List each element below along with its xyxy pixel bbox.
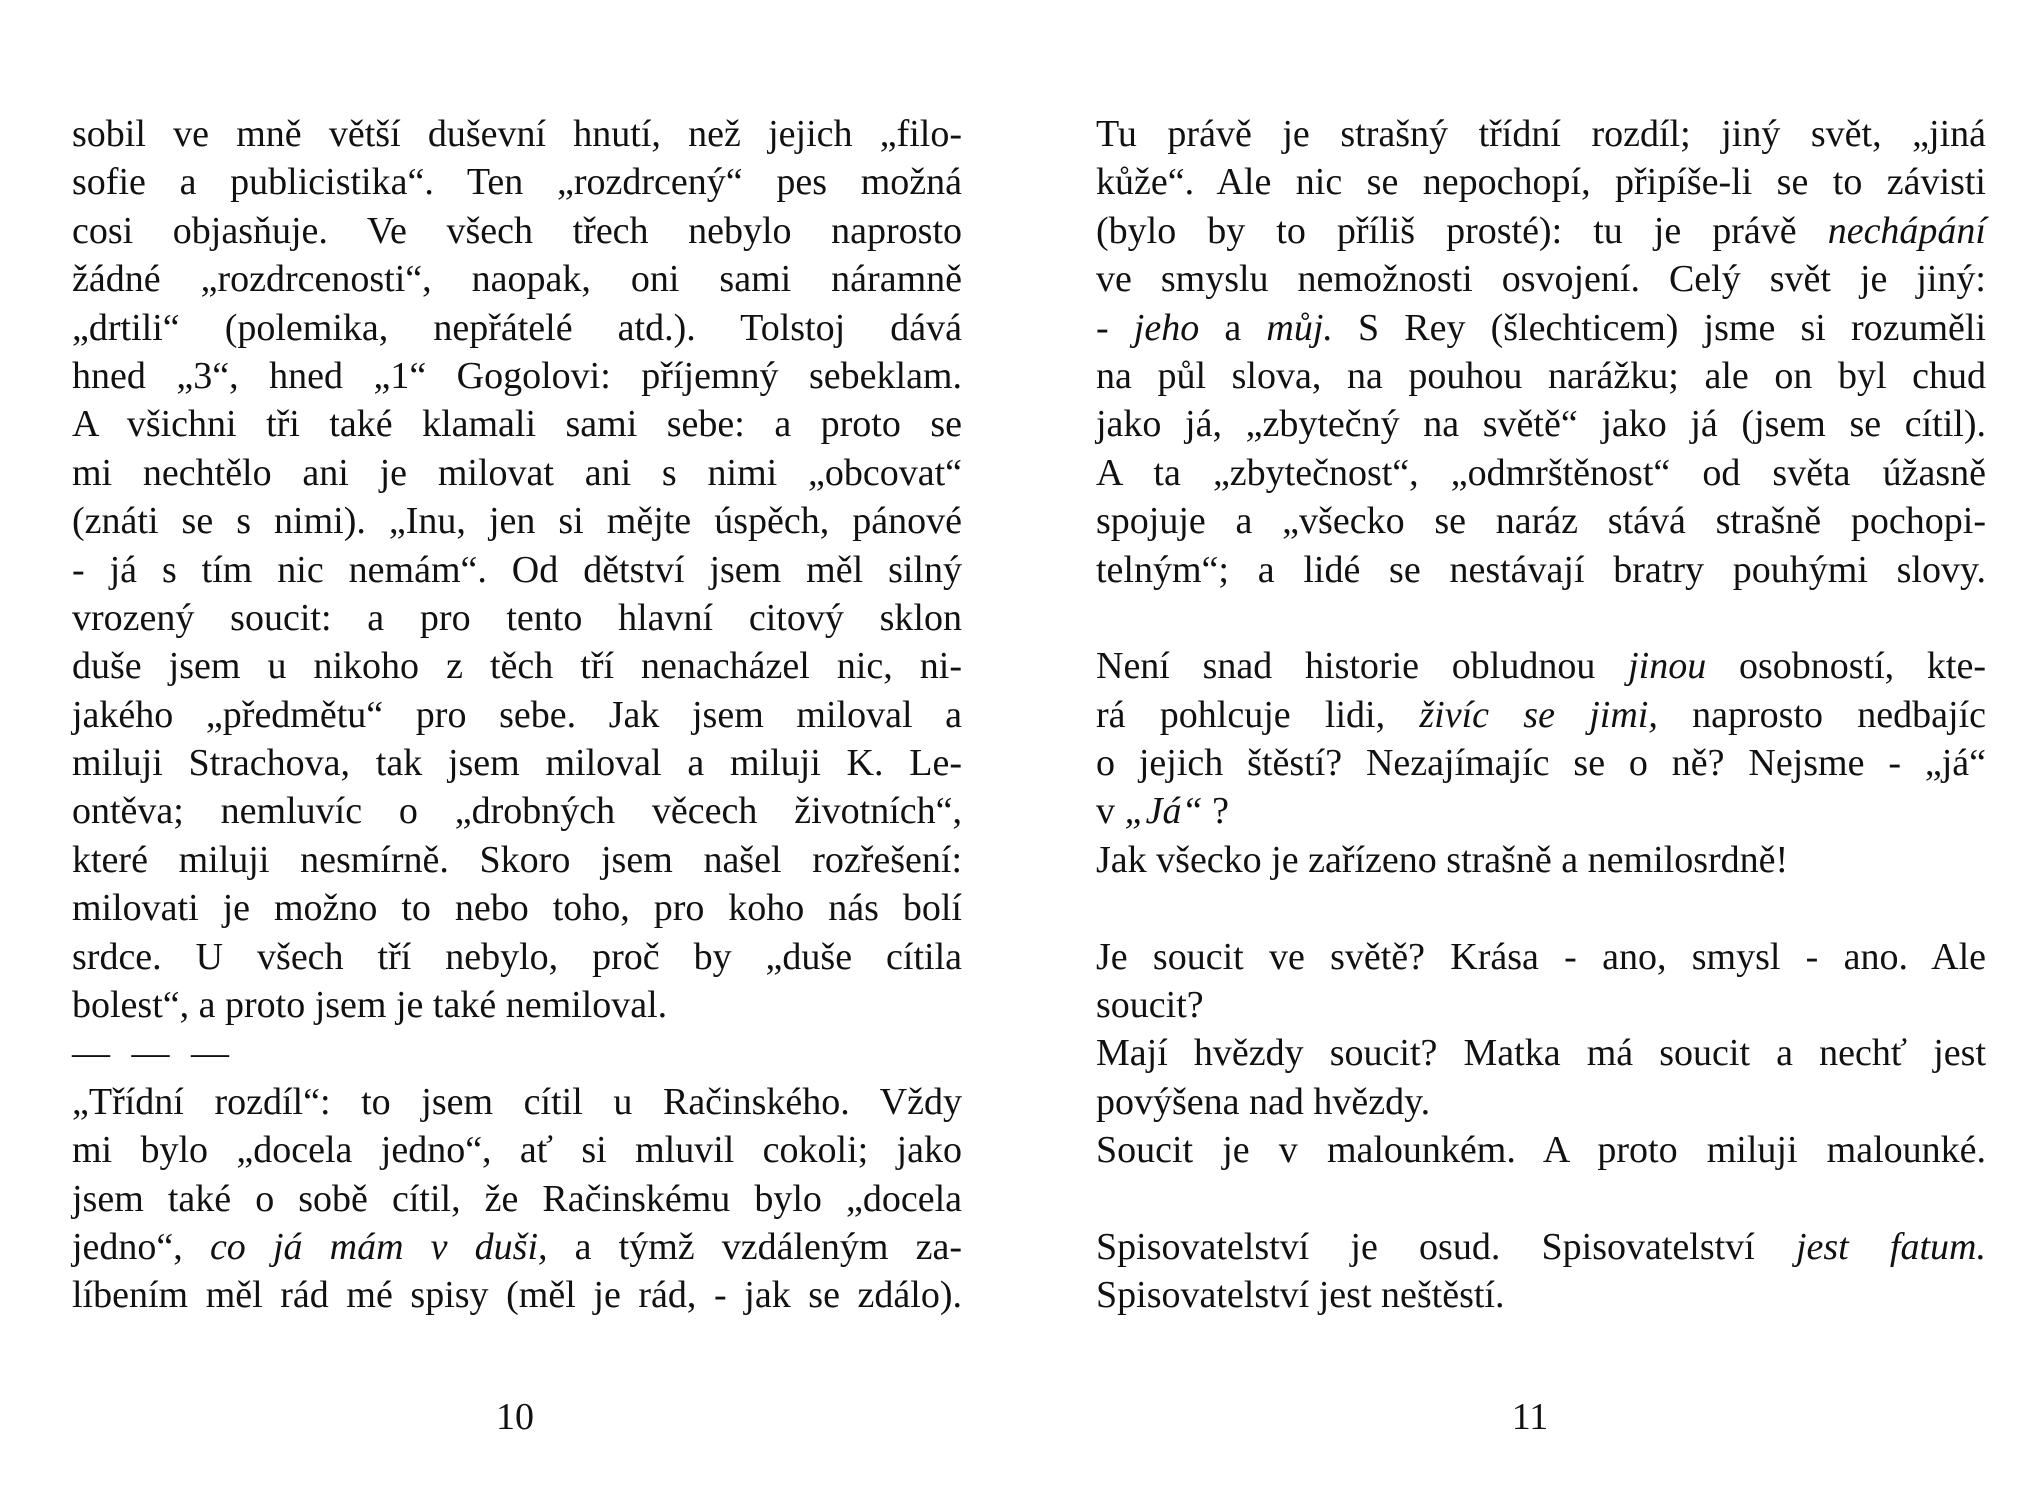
text-line: na půl slova, na pouhou narážku; ale on byl chud (1096, 354, 1986, 397)
italic-text: nechápání (1827, 209, 1986, 252)
text-line: Spisovatelství jest neštěstí. (1096, 1274, 1505, 1317)
page-number-right: 11 (1511, 1396, 1549, 1438)
text-line: Tu právě je strašný třídní rozdíl; jiný svět, „jiná (1096, 113, 1986, 155)
text-line: telným“; a lidé se nestávají bratry pouhými slovy. (1096, 548, 1986, 591)
text-line: Je soucit ve světě? Krása - ano, smysl - ano. Ale (1096, 935, 1986, 978)
paragraph-gap (1096, 884, 1986, 932)
text-line: rá pohlcuje lidi, živíc se jimi, naprosto nedbajíc (1096, 693, 1986, 736)
text-line: mi bylo „docela jedno“, ať si mluvil cokoli; jako (72, 1129, 962, 1172)
italic-text: co já mám v duši, (209, 1225, 548, 1268)
text-line: bolest“, a proto jsem je také nemiloval. (72, 984, 668, 1027)
italic-text: živíc se jimi, (1419, 693, 1658, 736)
text-line: miluji Strachova, tak jsem miloval a miluji K. Le- (72, 742, 962, 785)
text-line: jsem také o sobě cítil, že Račinskému bylo „docela (72, 1177, 962, 1220)
text-line: vrozený soucit: a pro tento hlavní citový sklon (72, 596, 962, 639)
text-line: „Třídní rozdíl“: to jsem cítil u Račinského. Vždy (72, 1080, 962, 1123)
text-line: žádné „rozdrcenosti“, naopak, oni sami náramně (72, 258, 962, 301)
italic-text: můj. (1266, 306, 1333, 349)
text-line: mi nechtělo ani je milovat ani s nimi „obcovat“ (72, 451, 962, 494)
text-line: které miluji nesmírně. Skoro jsem našel rozřešení: (72, 838, 962, 881)
text-line: A ta „zbytečnost“, „odmrštěnost“ od světa úžasně (1096, 451, 1986, 494)
text-line: o jejich štěstí? Nezajímajíc se o ně? Nejsme - „já“ (1096, 742, 1986, 785)
text-line: Jak všecko je zařízeno strašně a nemilosrdně! (1096, 838, 1789, 881)
text-line: - já s tím nic nemám“. Od dětství jsem měl silný (72, 548, 962, 591)
text-line: sofie a publicistika“. Ten „rozdrcený“ pes možná (72, 161, 962, 204)
section-separator: — — — (72, 1032, 235, 1075)
text-line: Není snad historie obludnou jinou osobností, kte- (1096, 645, 1986, 688)
text-line: ve smyslu nemožnosti osvojení. Celý svět je jiný: (1096, 258, 1986, 301)
italic-text: jinou (1628, 645, 1707, 688)
text-line: srdce. U všech tří nebylo, proč by „duše cítila (72, 935, 962, 978)
page-number-left: 10 (496, 1396, 534, 1438)
text-line: sobil ve mně větší duševní hnutí, než jejich „filo- (72, 113, 962, 155)
text-line: Spisovatelství je osud. Spisovatelství jest fatum. (1096, 1225, 1986, 1268)
left-page (72, 110, 962, 1320)
text-line: „drtili“ (polemika, nepřátelé atd.). Tolstoj dává (72, 306, 962, 349)
italic-text: jeho (1133, 306, 1200, 349)
text-line: jakého „předmětu“ pro sebe. Jak jsem miloval a (72, 693, 962, 736)
text-line: v „Já“ ? (1096, 790, 1230, 833)
text-line: hned „3“, hned „1“ Gogolovi: příjemný sebeklam. (72, 354, 962, 397)
right-page (1096, 110, 1986, 1320)
text-line: líbením měl rád mé spisy (měl je rád, - jak se zdálo). (72, 1274, 962, 1317)
text-line: jedno“, co já mám v duši, a týmž vzdáleným za- (72, 1225, 962, 1268)
text-line: spojuje a „všecko se naráz stává strašně pochopi- (1096, 500, 1986, 543)
text-line: (bylo by to příliš prosté): tu je právě nechápání (1096, 209, 1986, 252)
text-line: - jeho a můj. S Rey (šlechticem) jsme si rozuměli (1096, 306, 1986, 349)
text-line: milovati je možno to nebo toho, pro koho nás bolí (72, 887, 962, 930)
text-line: (znáti se s nimi). „Inu, jen si mějte úspěch, pánové (72, 500, 962, 543)
paragraph-gap (1096, 1175, 1986, 1223)
text-line: cosi objasňuje. Ve všech třech nebylo naprosto (72, 209, 962, 252)
text-line: Mají hvězdy soucit? Matka má soucit a nechť jest (1096, 1032, 1986, 1075)
italic-text: „Já“ (1124, 790, 1203, 833)
italic-text: jest fatum. (1795, 1225, 1986, 1268)
text-line: povýšena nad hvězdy. (1096, 1080, 1431, 1123)
paragraph-gap (1096, 594, 1986, 642)
text-line: duše jsem u nikoho z těch tří nenacházel nic, ni- (72, 645, 962, 688)
text-line: jako já, „zbytečný na světě“ jako já (jsem se cítil). (1096, 403, 1986, 446)
text-line: kůže“. Ale nic se nepochopí, připíše-li se to závisti (1096, 161, 1986, 204)
text-line: ontěva; nemluvíc o „drobných věcech životních“, (72, 790, 962, 833)
text-line: A všichni tři také klamali sami sebe: a proto se (72, 403, 962, 446)
text-line: soucit? (1096, 984, 1204, 1027)
text-line: Soucit je v malounkém. A proto miluji malounké. (1096, 1129, 1986, 1172)
